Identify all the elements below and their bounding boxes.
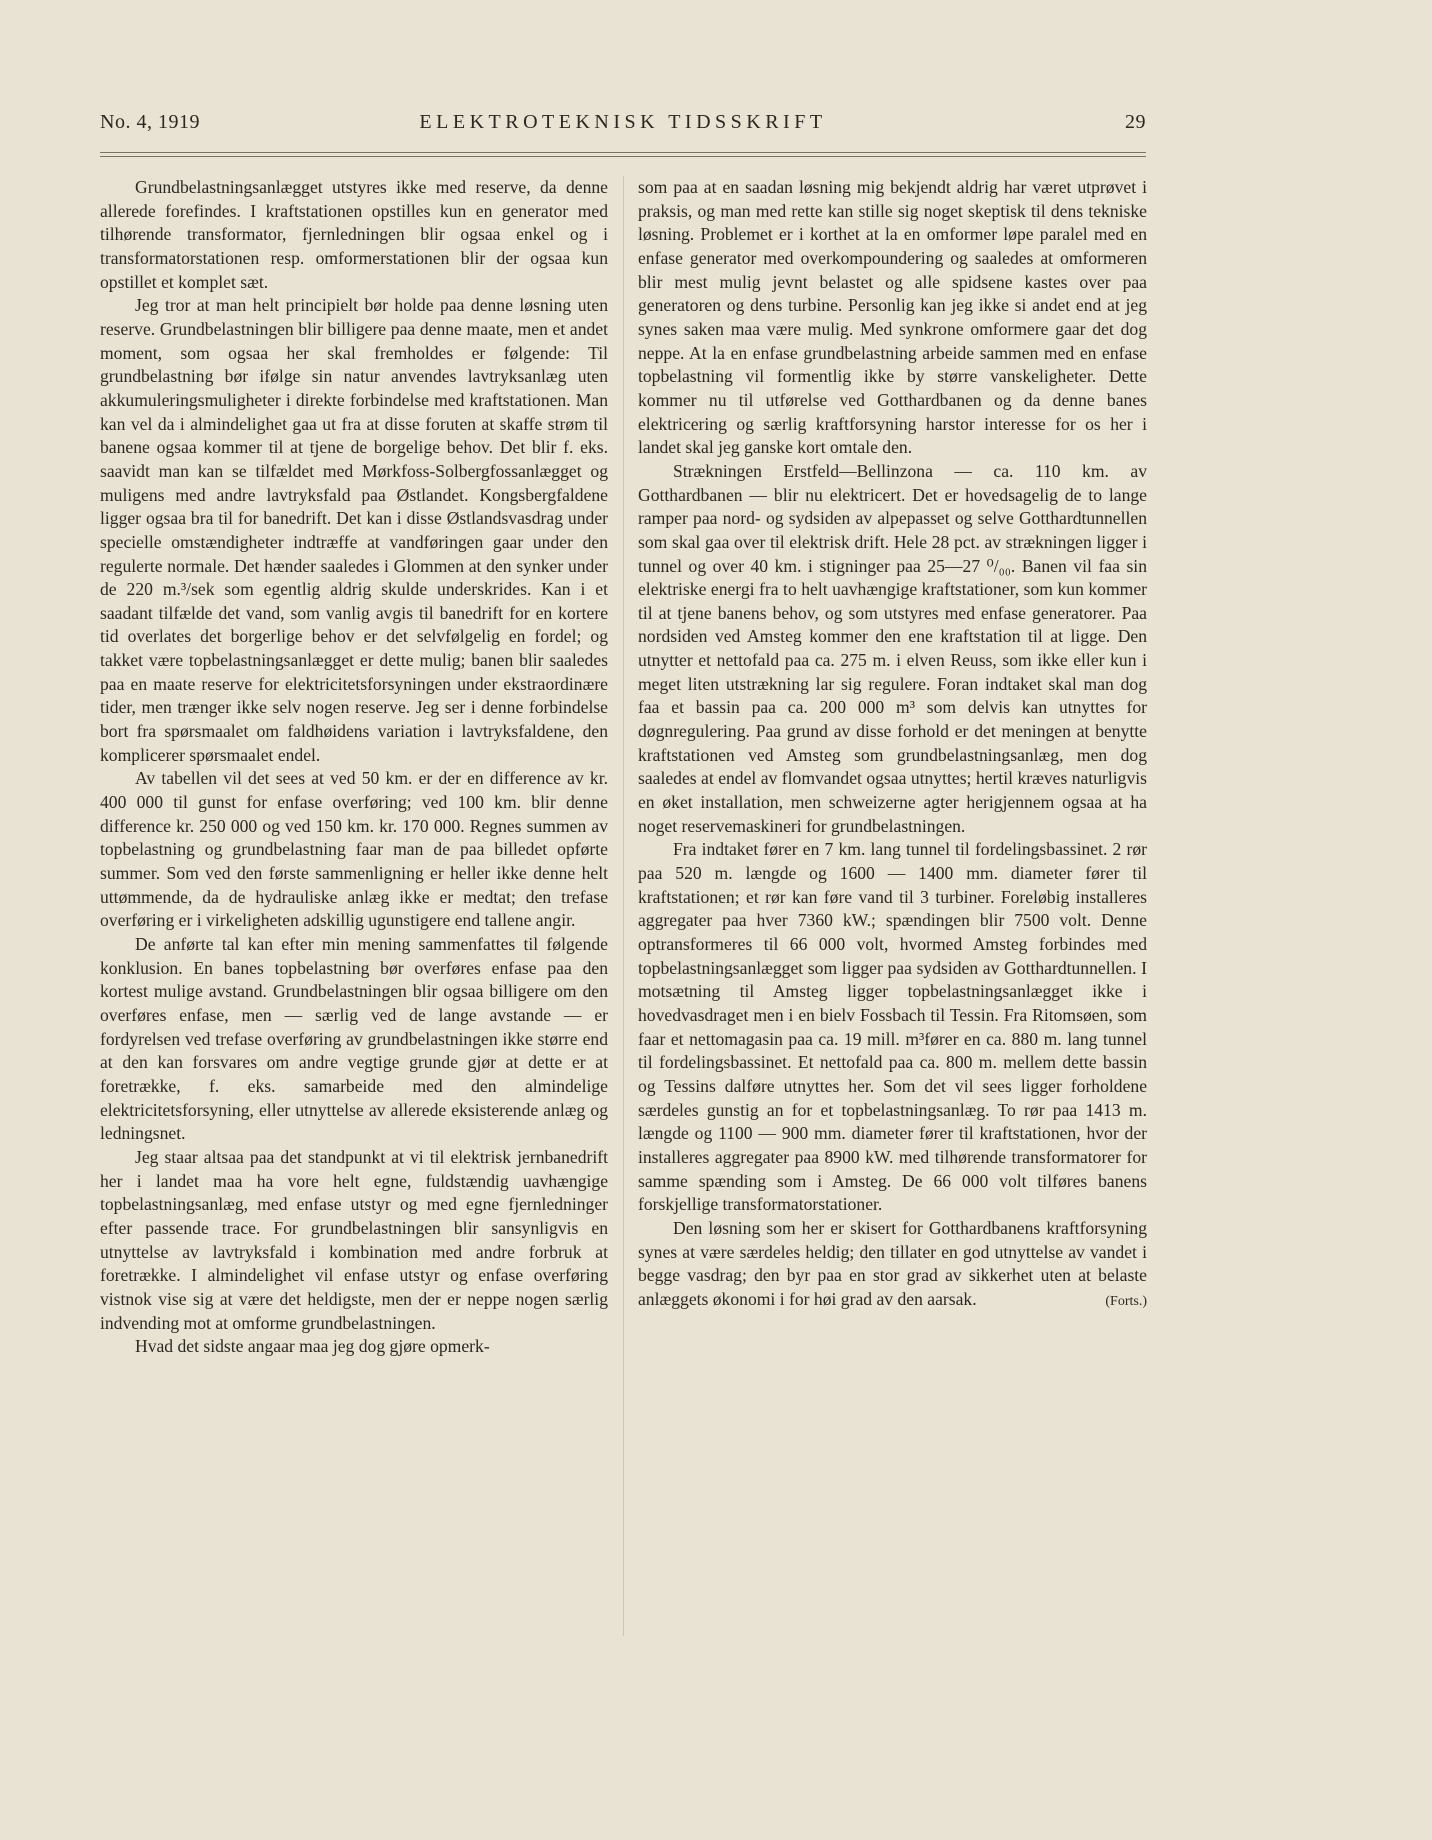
paragraph: Strækningen Erstfeld—Bellinzona — ca. 110 km. av Gotthardbanen — blir nu elektricert. Det er hovedsagelig de to lange ramper paa nord- og sydsiden av alpepasset og selve Gotthardtunnellen som skal gaa over til elektrisk drift. Hele 28 pct. av strækningen ligger i tunnel og over 40 km. i stigninger paa 25—27 ⁰/₀₀. Banen vil faa sin elektriske energi fra to helt uavhængige kraftstationer, som kun kommer til at tjene banens behov, og som utstyres med enfase generatorer. Paa nordsiden ved Amsteg kommer den ene kraftstation til at ligge. Den utnytter et nettofald paa ca. 275 m. i elven Reuss, som ikke eller kun i meget liten utstrækning lar sig regulere. Foran indtaket skal man dog faa et bassin paa ca. 200 000 m³ som delvis kan utnyttes for døgnregulering. Paa grund av disse forhold er det meningen at benytte kraftstationen ved Amsteg som grundbelastningsanlæg, men dog saaledes at endel av flomvandet ogsaa utnyttes; hertil kræves naturligvis en øket installation, men schweizerne agter herigjennem ogsaa at ha noget reservemaskineri for grundbelastningen. bbox=[638, 460, 1147, 836]
paragraph: Grundbelastningsanlægget utstyres ikke med reserve, da denne allerede forefindes. I kraftstationen opstilles kun en generator med tilhørende transformator, fjernledningen blir ogsaa enkel og i transformatorstationen resp. omformerstationen blir der ogsaa kun opstillet et komplet sæt. bbox=[100, 177, 608, 292]
header-rule-bottom bbox=[100, 156, 1146, 157]
journal-title: ELEKTROTEKNISK TIDSSKRIFT bbox=[419, 111, 827, 133]
left-column bbox=[100, 176, 608, 1359]
paragraph: De anførte tal kan efter min mening sammenfattes til følgende konklusion. En banes topbelastning bør overføres enfase paa den kortest mulige avstand. Grundbelastningen blir ogsaa billigere om den overføres enfase, men — særlig ved de lange avstande — er fordyrelsen ved trefase overføring av grundbelastningen ikke større end at den kan forsvares om andre vegtige grunde gjør at dette er at foretrække, f. eks. samarbeide med den almindelige elektricitetsforsyning, eller utnyttelse av allerede eksisterende anlæg og ledningsnet. bbox=[100, 934, 608, 1144]
paragraph: Fra indtaket fører en 7 km. lang tunnel til fordelingsbassinet. 2 rør paa 520 m. længde og 1600 — 1400 mm. diameter fører til kraftstationen; et rør kan føre vand til 3 turbiner. Foreløbig installeres aggregater paa hver 7360 kW.; spændingen blir 7500 volt. Denne optransformeres til 66 000 volt, hvormed Amsteg forbindes med topbelastningsanlægget som ligger paa sydsiden av Gotthardtunnellen. I motsætning til Amsteg ligger topbelastningsanlægget ikke i hovedvasdraget men i en bielv Fossbach til Tessin. Fra Ritomsøen, som faar et nettomagasin paa ca. 19 mill. m³fører en ca. 880 m. lang tunnel til fordelingsbassinet. Et nettofald paa ca. 800 m. mellem dette bassin og Tessins dalføre utnyttes her. Som det vil sees ligger forholdene særdeles gunstig an for et topbelastningsanlæg. To rør paa 1413 m. længde og 1100 — 900 mm. diameter fører til kraftstationen, hvor der installeres aggregater paa 8900 kW. med tilhørende transformatorer for samme spænding som i Amsteg. De 66 000 volt tilføres banens forskjellige transformatorstationer. bbox=[638, 839, 1147, 1215]
right-column bbox=[638, 176, 1147, 1314]
paragraph: som paa at en saadan løsning mig bekjendt aldrig har været utprøvet i praksis, og man med rette kan stille sig noget skeptisk til dens tekniske løsning. Problemet er i korthet at la en omformer løpe paralel med en enfase generator med overkompoundering og saaledes at omformeren blir mest mulig jevnt belastet og alle spidsene kastes over paa generatoren og dens turbine. Personlig kan jeg ikke si andet end at jeg synes saken maa være mulig. Med synkrone omformere gaar det dog neppe. At la en enfase grundbelastning arbeide sammen med en enfase topbelastning vil formentlig ikke by større vanskeligheter. Dette kommer nu til utførelse ved Gotthardbanen og da denne banes elektricering og særlig kraftforsyning harstor interesse for os her i landet skal jeg ganske kort omtale den. bbox=[638, 177, 1147, 458]
page-header bbox=[100, 111, 1146, 139]
header-rule-top bbox=[100, 152, 1146, 153]
paragraph bbox=[638, 1217, 1147, 1312]
paragraph-text: Den løsning som her er skisert for Gotthardbanens kraftforsyning synes at være særdeles heldig; den tillater en god utnyttelse av vandet i begge vasdrag; den byr paa en stor grad av sikkerhet uten at belaste anlæggets økonomi i for høi grad av den aarsak. bbox=[638, 1217, 1147, 1309]
continued-note: (Forts.) bbox=[1105, 1293, 1147, 1309]
paragraph: Jeg tror at man helt principielt bør holde paa denne løsning uten reserve. Grundbelastningen blir billigere paa denne maate, men et andet moment, som ogsaa her skal fremholdes er følgende: Til grundbelastning bør ifølge sin natur anvendes lavtryksanlæg uten akkumuleringsmuligheter i direkte forbindelse med kraftstationen. Man kan vel da i almindelighet gaa ut fra at disse foruten at skaffe strøm til banene ogsaa kommer til at tjene de borgelige behov. Det blir f. eks. saavidt man kan se tilfældet med Mørkfoss-Solbergfossanlægget og muligens med andre lavtryksfald paa Østlandet. Kongsbergfaldene ligger ogsaa bra til for banedrift. Det kan i disse Østlandsvasdrag under specielle omstændigheter indtræffe at vandføringen gaar under den regulerte normale. Det hænder saaledes i Glommen at den synker under de 220 m.³/sek som egentlig aldrig skulde underskrides. Kan i et saadant tilfælde det vand, som vanlig avgis til banedrift for en kortere tid overlates det borgerlige behov er det selvfølgelig en fordel; og takket være topbelastningsanlægget er dette mulig; banen blir saaledes paa en maate reserve for elektricitetsforsyningen under ekstraordinære tider, men trænger ikke selv nogen reserve. Jeg ser i denne forbindelse bort fra spørsmaalet om faldhøidens variation i lavtryksfaldene, den komplicerer spørsmaalet endel. bbox=[100, 295, 608, 765]
paragraph: Jeg staar altsaa paa det standpunkt at vi til elektrisk jernbanedrift her i landet maa ha vore helt egne, fuldstændig uavhængige topbelastningsanlæg, med enfase utstyr og med egne fjernledninger efter passende trace. For grundbelastningen blir sansynligvis en utnyttelse av lavtryksfald i kombination med andre forbruk at foretrække. I almindelighet vil enfase utstyr og enfase overføring vistnok vise sig at være det heldigste, men der er neppe nogen særlig indvending mot at omforme grundbelastningen. bbox=[100, 1146, 608, 1333]
issue-label: No. 4, 1919 bbox=[100, 111, 200, 133]
page-number: 29 bbox=[1125, 111, 1146, 133]
column-divider bbox=[623, 176, 624, 1636]
paragraph: Av tabellen vil det sees at ved 50 km. er der en difference av kr. 400 000 til gunst for enfase overføring; ved 100 km. blir denne difference kr. 250 000 og ved 150 km. kr. 170 000. Regnes summen av topbelastning og grundbelastning faar man de paa billedet opførte summer. Som ved den første sammenligning er heller ikke denne helt uttømmende, da de hydrauliske anlæg ikke er medtat; den trefase overføring er i virkeligheten adskillig ugunstigere end tallene angir. bbox=[100, 768, 608, 931]
paragraph: Hvad det sidste angaar maa jeg dog gjøre opmerk- bbox=[135, 1336, 490, 1357]
